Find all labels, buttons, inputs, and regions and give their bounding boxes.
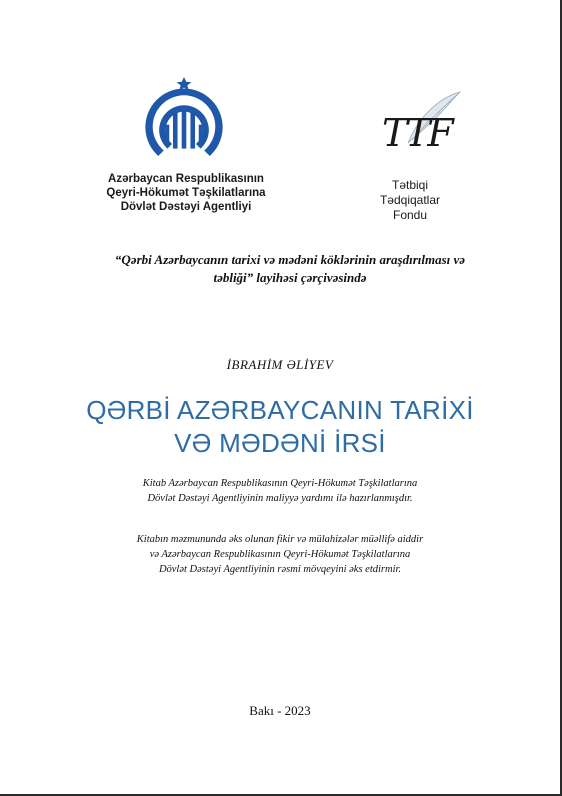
book-title bbox=[40, 394, 520, 460]
agency-name-line: Qeyri-Hökumət Təşkilatlarına bbox=[106, 187, 266, 199]
ttf-logo-text: TTF bbox=[382, 111, 451, 155]
ttf-quill-logo-icon bbox=[378, 88, 468, 160]
funding-note bbox=[60, 476, 500, 506]
disclaimer-line: Dövlət Dəstəyi Agentliyinin rəsmi mövqeyini əks etdirmir. bbox=[158, 564, 402, 575]
funding-note-line: Kitab Azərbaycan Respublikasının Qeyri-Hökumət Təşkilatlarına bbox=[142, 478, 418, 489]
agency-name-line: Dövlət Dəstəyi Agentliyi bbox=[120, 201, 252, 213]
agency-name bbox=[96, 172, 276, 214]
place-year: Bakı - 2023 bbox=[249, 703, 311, 718]
agency-name-line: Azərbaycan Respublikasının bbox=[108, 173, 264, 185]
disclaimer bbox=[60, 532, 500, 577]
fund-name-line: Fondu bbox=[392, 208, 428, 222]
book-title-line: QƏRBİ AZƏRBAYCANIN TARİXİ bbox=[86, 395, 474, 425]
project-caption-line: “Qərbi Azərbaycanın tarixi və mədəni köklərinin araşdırılması və bbox=[114, 252, 466, 267]
funding-note-line: Dövlət Dəstəyi Agentliyinin maliyyə yardımı ilə hazırlanmışdır. bbox=[147, 493, 413, 504]
fund-name-line: Tədqiqatlar bbox=[379, 193, 441, 207]
fund-name bbox=[360, 178, 460, 223]
government-agency-emblem-icon bbox=[138, 75, 230, 167]
book-title-line: VƏ MƏDƏNİ İRSİ bbox=[174, 428, 386, 458]
project-caption-line: təbliği” layihəsi çərçivəsində bbox=[213, 270, 367, 285]
disclaimer-line: Kitabın məzmununda əks olunan fikir və mülahizələr müəllifə aiddir bbox=[136, 534, 424, 545]
project-caption bbox=[60, 251, 520, 287]
fund-name-line: Tətbiqi bbox=[391, 178, 429, 192]
author-name: İBRAHİM ƏLİYEV bbox=[226, 357, 334, 372]
disclaimer-line: və Azərbaycan Respublikasının Qeyri-Hökumət Təşkilatlarına bbox=[149, 549, 411, 560]
